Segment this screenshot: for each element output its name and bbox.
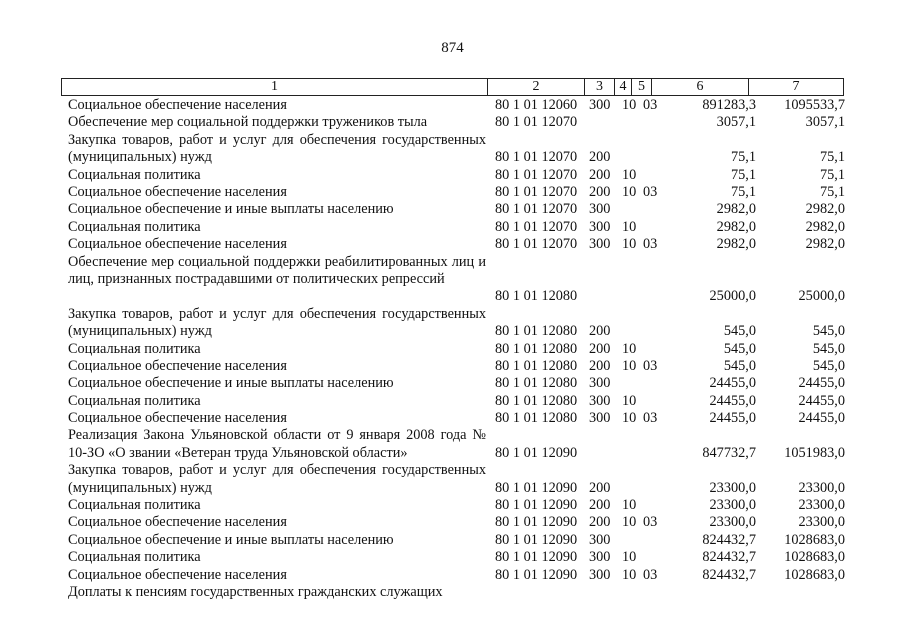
row-code: 80 1 01 12080 [495, 357, 578, 374]
row-name: Социальное обеспечение населения [68, 566, 287, 583]
table-row [0, 201, 905, 218]
table-row [0, 427, 905, 462]
row-sum-1: 2982,0 [716, 236, 756, 253]
table-row [0, 132, 905, 167]
row-sum-2: 3057,1 [805, 114, 845, 131]
row-vr: 200 [589, 497, 611, 514]
row-code: 80 1 01 12070 [495, 149, 578, 166]
table-row [0, 393, 905, 410]
row-code: 80 1 01 12080 [495, 340, 578, 357]
row-sum-2: 545,0 [812, 323, 845, 340]
table-row [0, 306, 905, 341]
table-row [0, 236, 905, 253]
row-rz: 10 [622, 96, 637, 113]
row-sum-1: 23300,0 [709, 479, 756, 496]
row-name: Закупка товаров, работ и услуг для обеспечения государственных (муниципальных) нужд [68, 305, 486, 340]
row-vr: 200 [589, 323, 611, 340]
row-code: 80 1 01 12090 [495, 479, 578, 496]
table-row [0, 358, 905, 375]
row-sum-2: 545,0 [812, 357, 845, 374]
header-col-7: 7 [748, 79, 843, 95]
table-row [0, 462, 905, 497]
row-code: 80 1 01 12090 [495, 497, 578, 514]
row-vr: 300 [589, 96, 611, 113]
row-vr: 300 [589, 375, 611, 392]
table-row [0, 167, 905, 184]
row-sum-1: 24455,0 [709, 375, 756, 392]
table-row [0, 567, 905, 584]
row-name: Обеспечение мер социальной поддержки тружеников тыла [68, 114, 428, 131]
row-sum-1: 545,0 [723, 357, 756, 374]
row-code: 80 1 01 12070 [495, 236, 578, 253]
row-vr: 300 [589, 236, 611, 253]
row-name: Закупка товаров, работ и услуг для обеспечения государственных (муниципальных) нужд [68, 131, 486, 166]
row-name: Обеспечение мер социальной поддержки реабилитированных лиц и лиц, признанных пострадавшими от политических репрессий [68, 253, 486, 287]
row-vr: 300 [589, 218, 611, 235]
row-sum-2: 1028683,0 [784, 549, 845, 566]
row-code: 80 1 01 12080 [495, 375, 578, 392]
row-sum-1: 75,1 [730, 149, 756, 166]
row-sum-2: 1095533,7 [784, 96, 845, 113]
row-sum-2: 23300,0 [798, 514, 845, 531]
row-pr: 03 [643, 357, 658, 374]
row-code: 80 1 01 12090 [495, 566, 578, 583]
row-name: Социальная политика [68, 166, 201, 183]
row-vr: 300 [589, 531, 611, 548]
row-sum-1: 824432,7 [702, 531, 756, 548]
row-name: Доплаты к пенсиям государственных гражданских служащих [68, 584, 443, 601]
table-row [0, 97, 905, 114]
row-sum-1: 824432,7 [702, 549, 756, 566]
row-name: Социальное обеспечение населения [68, 183, 287, 200]
row-name: Социальная политика [68, 549, 201, 566]
row-name: Социальное обеспечение населения [68, 514, 287, 531]
header-col-4: 4 [614, 79, 631, 95]
row-name: Социальная политика [68, 392, 201, 409]
row-code: 80 1 01 12090 [495, 444, 578, 461]
row-sum-2: 2982,0 [805, 201, 845, 218]
row-code: 80 1 01 12080 [495, 288, 578, 305]
table-row [0, 410, 905, 427]
row-vr: 300 [589, 566, 611, 583]
row-sum-1: 24455,0 [709, 410, 756, 427]
row-sum-1: 847732,7 [702, 444, 756, 461]
row-pr: 03 [643, 514, 658, 531]
row-pr: 03 [643, 566, 658, 583]
row-code: 80 1 01 12080 [495, 392, 578, 409]
row-vr: 300 [589, 392, 611, 409]
row-sum-1: 2982,0 [716, 218, 756, 235]
row-code: 80 1 01 12070 [495, 218, 578, 235]
row-rz: 10 [622, 357, 637, 374]
row-code: 80 1 01 12070 [495, 201, 578, 218]
row-rz: 10 [622, 183, 637, 200]
row-code: 80 1 01 12060 [495, 96, 578, 113]
row-sum-1: 25000,0 [709, 288, 756, 305]
row-name: Социальная политика [68, 340, 201, 357]
row-code: 80 1 01 12080 [495, 410, 578, 427]
row-code: 80 1 01 12070 [495, 183, 578, 200]
row-name: Социальная политика [68, 497, 201, 514]
page-number: 874 [441, 40, 464, 56]
row-vr: 200 [589, 166, 611, 183]
table-row [0, 532, 905, 549]
row-vr: 300 [589, 201, 611, 218]
row-rz: 10 [622, 497, 637, 514]
row-sum-2: 2982,0 [805, 236, 845, 253]
row-sum-2: 1051983,0 [784, 444, 845, 461]
row-code: 80 1 01 12080 [495, 323, 578, 340]
header-col-2: 2 [487, 79, 584, 95]
row-pr: 03 [643, 236, 658, 253]
row-sum-1: 75,1 [730, 183, 756, 200]
header-col-6: 6 [651, 79, 748, 95]
row-sum-1: 23300,0 [709, 497, 756, 514]
row-vr: 200 [589, 357, 611, 374]
row-sum-1: 2982,0 [716, 201, 756, 218]
row-sum-1: 545,0 [723, 323, 756, 340]
row-name: Реализация Закона Ульяновской области от 9 января 2008 года № 10-ЗО «О звании «Ветеран труда Ульяновской области» [68, 427, 486, 461]
row-pr: 03 [643, 410, 658, 427]
row-sum-2: 23300,0 [798, 497, 845, 514]
row-code: 80 1 01 12090 [495, 514, 578, 531]
table-row [0, 584, 905, 601]
row-vr: 200 [589, 514, 611, 531]
row-name: Закупка товаров, работ и услуг для обеспечения государственных (муниципальных) нужд [68, 462, 486, 496]
row-pr: 03 [643, 183, 658, 200]
row-sum-2: 1028683,0 [784, 566, 845, 583]
row-sum-1: 3057,1 [716, 114, 756, 131]
row-name: Социальное обеспечение населения [68, 236, 287, 253]
row-sum-1: 75,1 [730, 166, 756, 183]
table-row [0, 514, 905, 531]
table-row [0, 375, 905, 392]
row-sum-1: 24455,0 [709, 392, 756, 409]
row-rz: 10 [622, 549, 637, 566]
row-sum-2: 24455,0 [798, 375, 845, 392]
row-rz: 10 [622, 166, 637, 183]
row-rz: 10 [622, 236, 637, 253]
header-col-1: 1 [271, 79, 278, 94]
row-sum-2: 75,1 [819, 149, 845, 166]
row-sum-2: 23300,0 [798, 479, 845, 496]
row-code: 80 1 01 12070 [495, 166, 578, 183]
row-sum-1: 545,0 [723, 340, 756, 357]
table-row [0, 114, 905, 131]
table-row [0, 341, 905, 358]
row-code: 80 1 01 12090 [495, 531, 578, 548]
row-rz: 10 [622, 218, 637, 235]
header-col-5: 5 [631, 79, 651, 95]
row-sum-2: 75,1 [819, 166, 845, 183]
table-row [0, 497, 905, 514]
row-vr: 200 [589, 149, 611, 166]
table-row [0, 184, 905, 201]
row-name: Социальное обеспечение населения [68, 97, 287, 113]
table-row [0, 254, 905, 306]
row-vr: 300 [589, 549, 611, 566]
table-body [0, 97, 905, 601]
row-sum-2: 24455,0 [798, 410, 845, 427]
row-pr: 03 [643, 96, 658, 113]
row-code: 80 1 01 12070 [495, 114, 578, 131]
row-rz: 10 [622, 340, 637, 357]
row-name: Социальное обеспечение населения [68, 410, 287, 427]
table-row [0, 219, 905, 236]
row-sum-2: 25000,0 [798, 288, 845, 305]
table-header [61, 78, 844, 96]
row-sum-2: 545,0 [812, 340, 845, 357]
row-name: Социальное обеспечение и иные выплаты населению [68, 531, 394, 548]
row-rz: 10 [622, 410, 637, 427]
header-col-3: 3 [584, 79, 614, 95]
row-sum-2: 1028683,0 [784, 531, 845, 548]
row-name: Социальное обеспечение и иные выплаты населению [68, 375, 394, 392]
row-vr: 200 [589, 479, 611, 496]
row-rz: 10 [622, 566, 637, 583]
row-sum-1: 891283,3 [702, 96, 756, 113]
row-rz: 10 [622, 514, 637, 531]
row-name: Социальное обеспечение населения [68, 357, 287, 374]
row-vr: 200 [589, 340, 611, 357]
row-name: Социальное обеспечение и иные выплаты населению [68, 201, 394, 218]
row-sum-2: 2982,0 [805, 218, 845, 235]
row-name: Социальная политика [68, 218, 201, 235]
row-code: 80 1 01 12090 [495, 549, 578, 566]
row-sum-1: 824432,7 [702, 566, 756, 583]
table-row [0, 549, 905, 566]
row-vr: 200 [589, 183, 611, 200]
row-sum-2: 24455,0 [798, 392, 845, 409]
row-sum-1: 23300,0 [709, 514, 756, 531]
row-rz: 10 [622, 392, 637, 409]
row-sum-2: 75,1 [819, 183, 845, 200]
row-vr: 300 [589, 410, 611, 427]
